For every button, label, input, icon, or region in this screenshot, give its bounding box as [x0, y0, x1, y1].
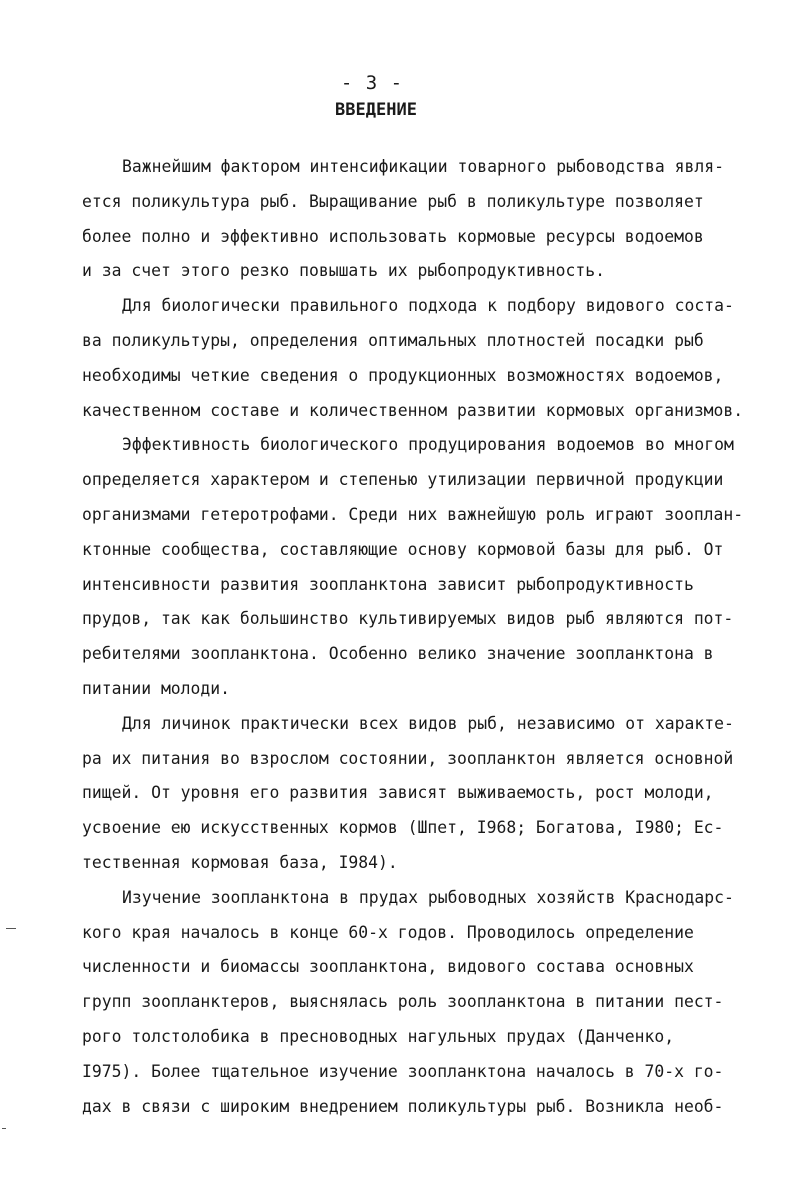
paragraph-4-line-2: ра их питания во взрослом состоянии, зоопланктон является основной [82, 748, 734, 768]
paragraph-4-line-3: пищей. От уровня его развития зависят выживаемость, рост молоди, [82, 783, 714, 803]
paragraph-1-line-4: и за счет этого резко повышать их рыбопродуктивность. [82, 261, 606, 281]
paragraph-5-line-3: численности и биомассы зоопланктона, видового состава основных [82, 957, 694, 977]
paragraph-3-line-2: определяется характером и степенью утилизации первичной продукции [82, 470, 724, 490]
paragraph-3-line-5: интенсивности развития зоопланктона зависит рыбопродуктивность [82, 574, 694, 594]
paragraph-5-line-2: кого края началось в конце 60-х годов. Проводилось определение [82, 922, 694, 942]
margin-mark-dot [2, 1128, 6, 1129]
paragraph-1-line-1: Важнейшим фактором интенсификации товарного рыбоводства явля- [122, 157, 724, 176]
paragraph-3-line-4: ктонные сообщества, составляющие основу кормовой базы для рыб. От [82, 539, 724, 559]
body-text [82, 150, 782, 1124]
paragraph-5-line-7: дах в связи с широким внедрением поликультуры рыб. Возникла необ- [82, 1096, 724, 1116]
page-number: - 3 - [340, 72, 404, 94]
paragraph-3-line-7: ребителями зоопланктона. Особенно велико значение зоопланктона в [82, 644, 714, 664]
paragraph-3-line-3: организмами гетеротрофами. Среди них важнейшую роль играют зоoплан- [82, 504, 744, 524]
paragraph-2-line-2: ва поликультуры, определения оптимальных плотностей посадки рыб [82, 330, 704, 350]
paragraph-2-line-3: необходимы четкие сведения о продукционных возможностях водоемов, [82, 365, 724, 385]
paragraph-5-line-4: групп зоопланктеров, выяснялась роль зоопланктона в питании пест- [82, 992, 724, 1012]
paragraph-3-line-8: питании молоди. [82, 678, 231, 698]
page-title: ВВЕДЕНИЕ [335, 100, 417, 120]
paragraph-2-line-4: качественном составе и количественном развитии кормовых организмов. [82, 400, 744, 420]
paragraph-4-line-4: усвоение ею искусственных кормов (Шпет, I968; Богатова, I980; Ес- [82, 818, 724, 838]
margin-mark-dash [6, 928, 16, 929]
paragraph-3-line-1: Эффективность биологического продуцирования водоемов во многом [122, 435, 734, 455]
paragraph-4-line-1: Для личинок практически всех видов рыб, независимо от характе- [122, 713, 734, 733]
paragraph-5-line-5: рого толстолобика в пресноводных нагульных прудах (Данченко, [82, 1026, 675, 1046]
paragraph-3-line-6: прудов, так как большинство культивируемых видов рыб являются пот- [82, 609, 734, 629]
paragraph-1-line-2: ется поликультура рыб. Выращивание рыб в поликультуре позволяет [82, 191, 704, 211]
paragraph-5-line-6: I975). Более тщательное изучение зоопланктона началось в 70-х го- [82, 1061, 724, 1081]
paragraph-2-line-1: Для биологически правильного подхода к подбору видового соста- [122, 296, 734, 316]
paragraph-5-line-1: Изучение зоопланктона в прудах рыбоводных хозяйств Краснодарс- [122, 887, 734, 907]
paragraph-1-line-3: более полно и эффективно использовать кормовые ресурсы водоемов [82, 226, 704, 246]
paragraph-4-line-5: тественная кормовая база, I984). [82, 852, 398, 872]
